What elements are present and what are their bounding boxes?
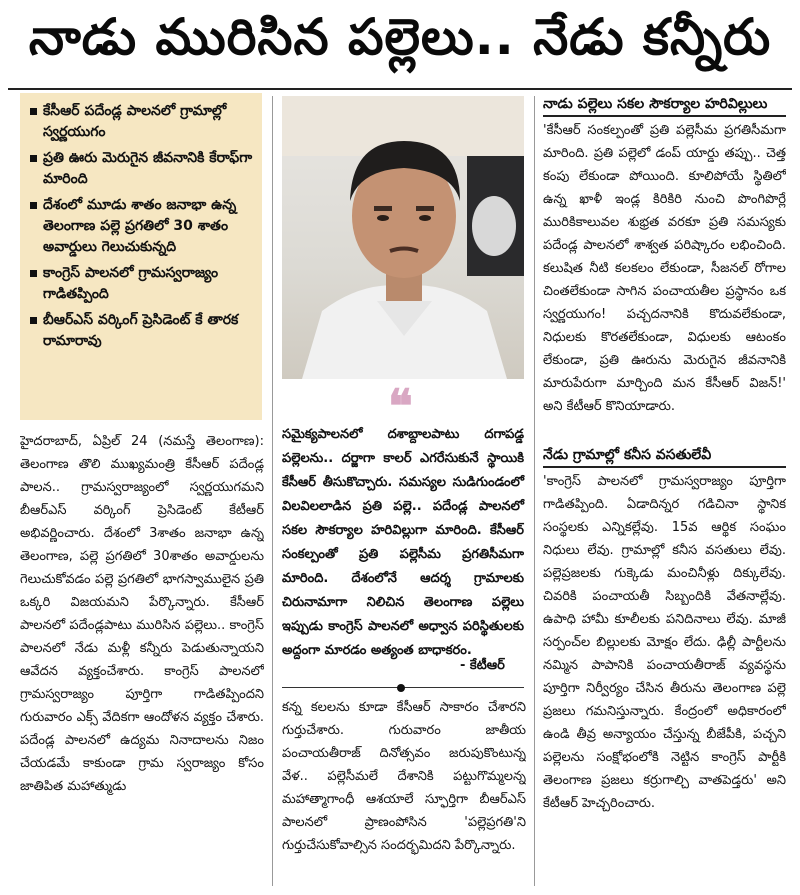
quote-mark-icon: ❝: [388, 379, 413, 433]
article-column-1: [20, 430, 264, 885]
article-column-2: [282, 696, 526, 886]
bullet-icon: [30, 317, 37, 324]
ktr-photo: [282, 96, 524, 379]
highlight-text: కేసీఆర్ పదేండ్ల పాలనలో గ్రామాల్లో స్వర్ణయుగం: [43, 103, 227, 140]
highlight-item: [30, 195, 254, 258]
bullet-icon: [30, 155, 37, 162]
bullet-icon: [30, 270, 37, 277]
article-column-3-section-2: [543, 444, 786, 886]
highlight-text: దేశంలో మూడు శాతం జనాభా ఉన్న తెలంగాణ పల్లె ప్రగతిలో 30 శాతం అవార్డులు గెలుచుకున్నది: [43, 197, 237, 255]
headline-rule: [8, 88, 792, 90]
highlight-item: [30, 263, 254, 305]
highlight-item: [30, 148, 254, 190]
pull-quote-text: సమైక్యపాలనలో దశాబ్దాలపాటు దగాపడ్డ పల్లెలను.. దర్జాగా కాలర్ ఎగరేసుకునే స్థాయికి కేసీఆర్ తీసుకొచ్చారు. సమస్యల సుడిగుండంలో విలవిలలాడిన ప్రతి పల్లె.. పదేండ్ల పాలనలో సకల సౌకర్యాల హరివిల్లుగా మారింది. కేసీఆర్ సంకల్పంతో ప్రతి పల్లెసీమ ప్రగతిసీమగా మారింది. దేశంలోనే ఆదర్శ గ్రామాలకు చిరునామాగా నిలిచిన తెలంగాణ పల్లెలు ఇప్పుడు కాంగ్రెస్ పాలనలో అధ్వాన పరిస్థితులకు అద్దంగా మారడం అత్యంత బాధాకరం.: [282, 427, 524, 658]
headline: నాడు మురిసిన పల్లెలు.. నేడు కన్నీరు: [28, 7, 772, 66]
column-divider: [272, 96, 273, 886]
section-divider: [282, 683, 524, 693]
person-portrait-image: [282, 96, 524, 379]
highlight-text: కాంగ్రెస్ పాలనలో గ్రామస్వరాజ్యం గాడితప్పింది: [43, 265, 219, 302]
article-body-text: కన్న కలలను కూడా కేసీఆర్ సాకారం చేశారని గుర్తుచేశారు. గురువారం జాతీయ పంచాయతీరాజ్ దినోత్సవం జరుపుకొంటున్న వేళ.. పల్లెసీమలే దేశానికి పట్టుగొమ్మలన్న మహాత్మాగాంధీ ఆశయాలే స్ఫూర్తిగా బీఆర్‌ఎస్ పాలనలో ప్రాణంపోసిన 'పల్లెప్రగతి'ని గుర్తుచేసుకోవాల్సిన సందర్భమిదని పేర్కొన్నారు.: [282, 700, 526, 853]
highlight-item: [30, 310, 254, 352]
pull-quote-attribution: - కేటీఆర్: [460, 658, 505, 673]
highlight-text: ప్రతి ఊరు మెరుగైన జీవనానికి కేరాఫ్‌గా మారింది: [43, 150, 253, 187]
highlights-box: [20, 93, 262, 420]
bullet-icon: [30, 108, 37, 115]
pull-quote: [282, 423, 524, 663]
article-body-text: 'కాంగ్రెస్ పాలనలో గ్రామస్వరాజ్యం పూర్తిగా గాడితప్పింది. ఏడాదిన్నర గడిచినా స్థానిక సంస్థలకు ఎన్నికల్లేవు. 15వ ఆర్థిక సంఘం నిధులు లేవు. గ్రామాల్లో కనీస వసతులు లేవు. పల్లెప్రజలకు గుక్కెడు మంచినీళ్లు దిక్కులేవు. చివరికి పంచాయతీ సిబ్బందికి వేతనాల్లేవు. ఉపాధి హామీ కూలీలకు పనిదినాలు లేవు. మాజీ సర్పంచ్‌ల బిల్లులకు మోక్షం లేదు. ఢిల్లీ పార్టీలను నమ్మిన పాపానికి పంచాయతీరాజ్ వ్యవస్థను పూర్తిగా నిర్వీర్యం చేసిన తీరును తెలంగాణ పల్లె ప్రజలు గమనిస్తున్నారు. కేంద్రంలో అధికారంలో ఉండి తీవ్ర అన్యాయం చేస్తున్న బీజేపీకి, పచ్చని పల్లెలను సంక్షోభంలోకి నెట్టిన కాంగ్రెస్ పార్టీకి తెలంగాణ ప్రజలు కర్రుగాల్చి వాతపెడ్తరు' అని కేటీఆర్ హెచ్చరించారు.: [543, 474, 786, 811]
highlight-item: [30, 101, 254, 143]
section-heading: నాడు పల్లెలు సకల సౌకర్యాల హరివిల్లులు: [543, 93, 786, 117]
column-divider: [534, 96, 535, 886]
section-heading: నేడు గ్రామాల్లో కనీస వసతులేవీ: [543, 444, 786, 468]
article-column-3-section-1: [543, 93, 786, 438]
bullet-icon: [30, 202, 37, 209]
highlight-text: బీఆర్‌ఎస్ వర్కింగ్ ప్రెసిడెంట్ కే తారక రామారావు: [43, 312, 239, 349]
article-body-text: 'కేసీఆర్ సంకల్పంతో ప్రతి పల్లెసీమ ప్రగతిసీమగా మారింది. ప్రతి పల్లెలో డంప్ యార్డు తప్పు.. చెత్త కంపు లేకుండా పోయింది. కూలిపోయే స్థితిలో ఉన్న ఖాళీ ఇండ్ల కిరికిరి నుంచి పొంగిపొర్లే మురికికాలువల శుభ్రత వరకూ ప్రతి సమస్యకు పదేండ్ల పాలనలో శాశ్వత పరిష్కారం లభించింది. కలుషిత నీటి కలకలం లేకుండా, సీజనల్ రోగాల చింతలేకుండా సాగిన పంచాయతీల ప్రస్థానం ఒక స్వర్ణయుగం! పచ్చదనానికి కొదువలేకుండా, నిధులకు కొరతలేకుండా, విధులకు ఆటంకం లేకుండా, ప్రతి ఊరును మెరుగైన జీవనానికి మారుపేరుగా మార్చింది మన కేసీఆర్ విజన్!' అని కేటీఆర్ కొనియాడారు.: [543, 123, 786, 414]
article-body-text: హైదరాబాద్, ఏప్రిల్ 24 (నమస్తే తెలంగాణ): తెలంగాణ తొలి ముఖ్యమంత్రి కేసీఆర్ పదేండ్ల పాలన.. గ్రామస్వరాజ్యంలో స్వర్ణయుగమని బీఆర్‌ఎస్ వర్కింగ్ ప్రెసిడెంట్ కేటీఆర్ అభివర్ణించారు. దేశంలో 3శాతం జనాభా ఉన్న తెలంగాణ, పల్లె ప్రగతిలో 30శాతం అవార్డులను గెలుచుకోవడం పల్లె ప్రగతిలో భాగస్వాములైన ప్రతి ఒక్కరి విజయమని పేర్కొన్నారు. కేసీఆర్ పాలనలో పదేండ్లపాటు మురిసిన పల్లెలు.. కాంగ్రెస్ పాలనలో నేడు మళ్లీ కన్నీరు పెడుతున్నాయని ఆవేదన వ్యక్తంచేశారు. కాంగ్రెస్ పాలనలో గ్రామస్వరాజ్యం పూర్తిగా గాడితప్పిందని గురువారం ఎక్స్ వేదికగా ఆందోళన వ్యక్తం చేశారు. పదేండ్ల పాలనలో ఉద్యమ నినాదాలను నిజం చేయడమే కాకుండా గ్రామ స్వరాజ్యం కోసం జాతిపిత మహాత్ముడు: [20, 434, 264, 794]
